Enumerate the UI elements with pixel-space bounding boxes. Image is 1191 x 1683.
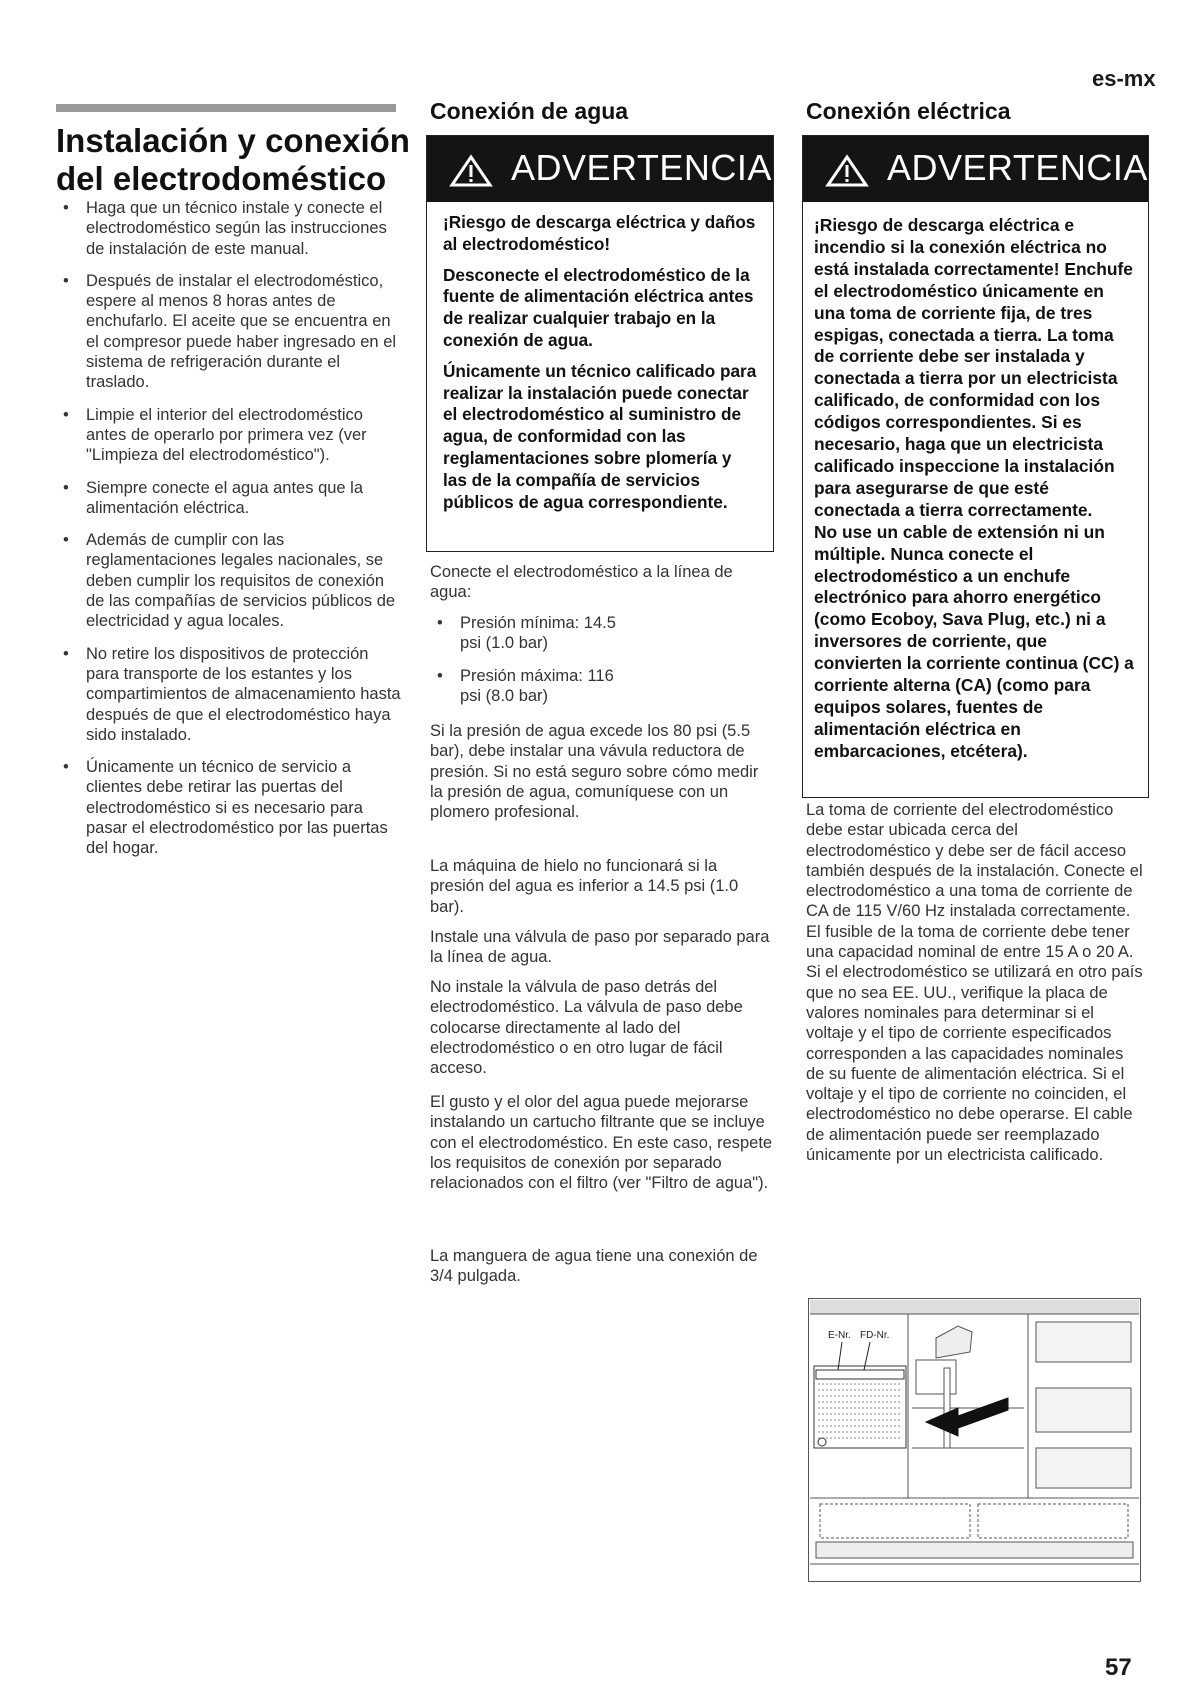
electrical-connection-title: Conexión eléctrica [806,98,1011,124]
refrigerator-rating-plate-figure [808,1298,1141,1582]
list-item: • Haga que un técnico instale y conecte el electrodoméstico según las instrucciones de instalación de este manual. [56,198,401,259]
warning-label: ADVERTENCIA [887,147,1148,188]
language-code: es-mx [1092,66,1156,91]
list-item: • Siempre conecte el agua antes que la alimentación eléctrica. [56,478,401,519]
warning-triangle-icon [825,154,869,188]
water-paragraph: Instale una válvula de paso por separado para la línea de agua. [430,928,770,967]
warning-triangle-icon [449,154,493,188]
water-warning-box [426,135,774,552]
page-number: 57 [1105,1654,1132,1681]
electrical-warning-box [802,135,1149,798]
list-item: • Además de cumplir con las reglamentaciones legales nacionales, se deben cumplir los requisitos de conexión de las compañías de servicios públicos de electricidad y agua locales. [56,530,401,631]
warning-header [427,136,773,202]
list-item: • No retire los dispositivos de protección para transporte de los estantes y los compartimientos de almacenamiento hasta después de que el electrodoméstico haya sido instalado. [56,644,401,745]
warning-label: ADVERTENCIA [511,147,772,188]
section-bar [56,104,396,112]
list-item: • Únicamente un técnico de servicio a clientes debe retirar las puertas del electrodoméstico si es necesario para pasar el electrodoméstico por las puertas del hogar. [56,757,401,858]
water-paragraph: La manguera de agua tiene una conexión de 3/4 pulgada. [430,1247,758,1286]
installation-list [56,198,401,871]
warning-header [803,136,1148,202]
warning-text: ¡Riesgo de descarga eléctrica y daños al electrodoméstico! [443,212,756,254]
water-paragraph: El gusto y el olor del agua puede mejorarse instalando un cartucho filtrante que se incluye con el electrodoméstico. En este caso, respete los requisitos de conexión por separado relacionados con el filtro (ver "Filtro de agua"). [430,1093,773,1193]
enr-label: E-Nr. [828,1330,851,1341]
water-intro: Conecte el electrodoméstico a la línea de agua: [430,563,733,602]
warning-text: No use un cable de extensión ni un múltiple. Nunca conecte el electrodoméstico a un enchufe electrónico para ahorro energético (como Ecoboy, Sava Plug, etc.) ni a inversores de corriente, que convierten la corriente continua (CC) a corriente alterna (CA) (como para equipos solares, fuentes de alimentación eléctrica en embarcaciones, etcétera). [814,521,1134,761]
list-item: • Después de instalar el electrodoméstico, espere al menos 8 horas antes de enchufarlo. El aceite que se encuentra en el compresor puede haber ingresado en el sistema de refrigeración durante el traslado. [56,271,401,393]
water-paragraph: Si la presión de agua excede los 80 psi (5.5 bar), debe instalar una vávula reductora de presión. Si no está seguro sobre cómo medir la presión de agua, comuníquese con un plomero profesional. [430,722,759,822]
list-item: • Limpie el interior del electrodoméstico antes de operarlo por primera vez (ver "Limpieza del electrodoméstico"). [56,405,401,466]
list-item: • Presión máxima: 116 psi (8.0 bar) [430,666,620,707]
water-connection-title: Conexión de agua [430,98,629,124]
warning-text: Únicamente un técnico calificado para realizar la instalación puede conectar el electrodoméstico al suministro de agua, de conformidad con las reglamentaciones sobre plomería y las de la compañía de servicios públicos de agua correspondiente. [443,360,757,512]
page-title: Instalación y conexión del electrodoméstico [56,122,410,197]
list-item: • Presión mínima: 14.5 psi (1.0 bar) [430,613,620,654]
water-paragraph: La máquina de hielo no funcionará si la presión del agua es inferior a 14.5 psi (1.0 bar). [430,857,739,916]
electrical-text: La toma de corriente del electrodoméstico debe estar ubicada cerca del electrodoméstico y debe ser de fácil acceso también después de la instalación. Conecte el electrodoméstico a una toma de corriente de CA de 115 V/60 Hz instalada correctamente. El fusible de la toma de corriente debe tener una capacidad nominal de entre 15 A o 20 A. Si el electrodoméstico se utilizará en otro país que no sea EE. UU., verifique la placa de valores nominales para determinar si el voltaje y el tipo de corriente especificados corresponden a las capacidades nominales de su fuente de alimentación eléctrica. Si el voltaje y el tipo de corriente no coinciden, el electrodoméstico no debe operarse. El cable de alimentación puede ser reemplazado únicamente por un electricista calificado. [806,801,1143,1165]
water-paragraph: No instale la válvula de paso detrás del electrodoméstico. La válvula de paso debe colocarse directamente al lado del electrodoméstico o en otro lugar de fácil acceso. [430,978,743,1078]
warning-text: ¡Riesgo de descarga eléctrica e incendio si la conexión eléctrica no está instalada correctamente! Enchufe el electrodoméstico únicamente en una toma de corriente fija, de tres espigas, conectada a tierra. La toma de corriente debe ser instalada y conectada a tierra por un electricista calificado, de conformidad con los códigos correspondientes. Si es necesario, haga que un electricista calificado inspeccione la instalación para asegurarse de que esté conectada a tierra correctamente. [814,215,1133,520]
warning-text: Desconecte el electrodoméstico de la fuente de alimentación eléctrica antes de realizar cualquier trabajo en la conexión de agua. [443,264,754,350]
fdnr-label: FD-Nr. [860,1330,890,1341]
pressure-list [430,613,760,718]
